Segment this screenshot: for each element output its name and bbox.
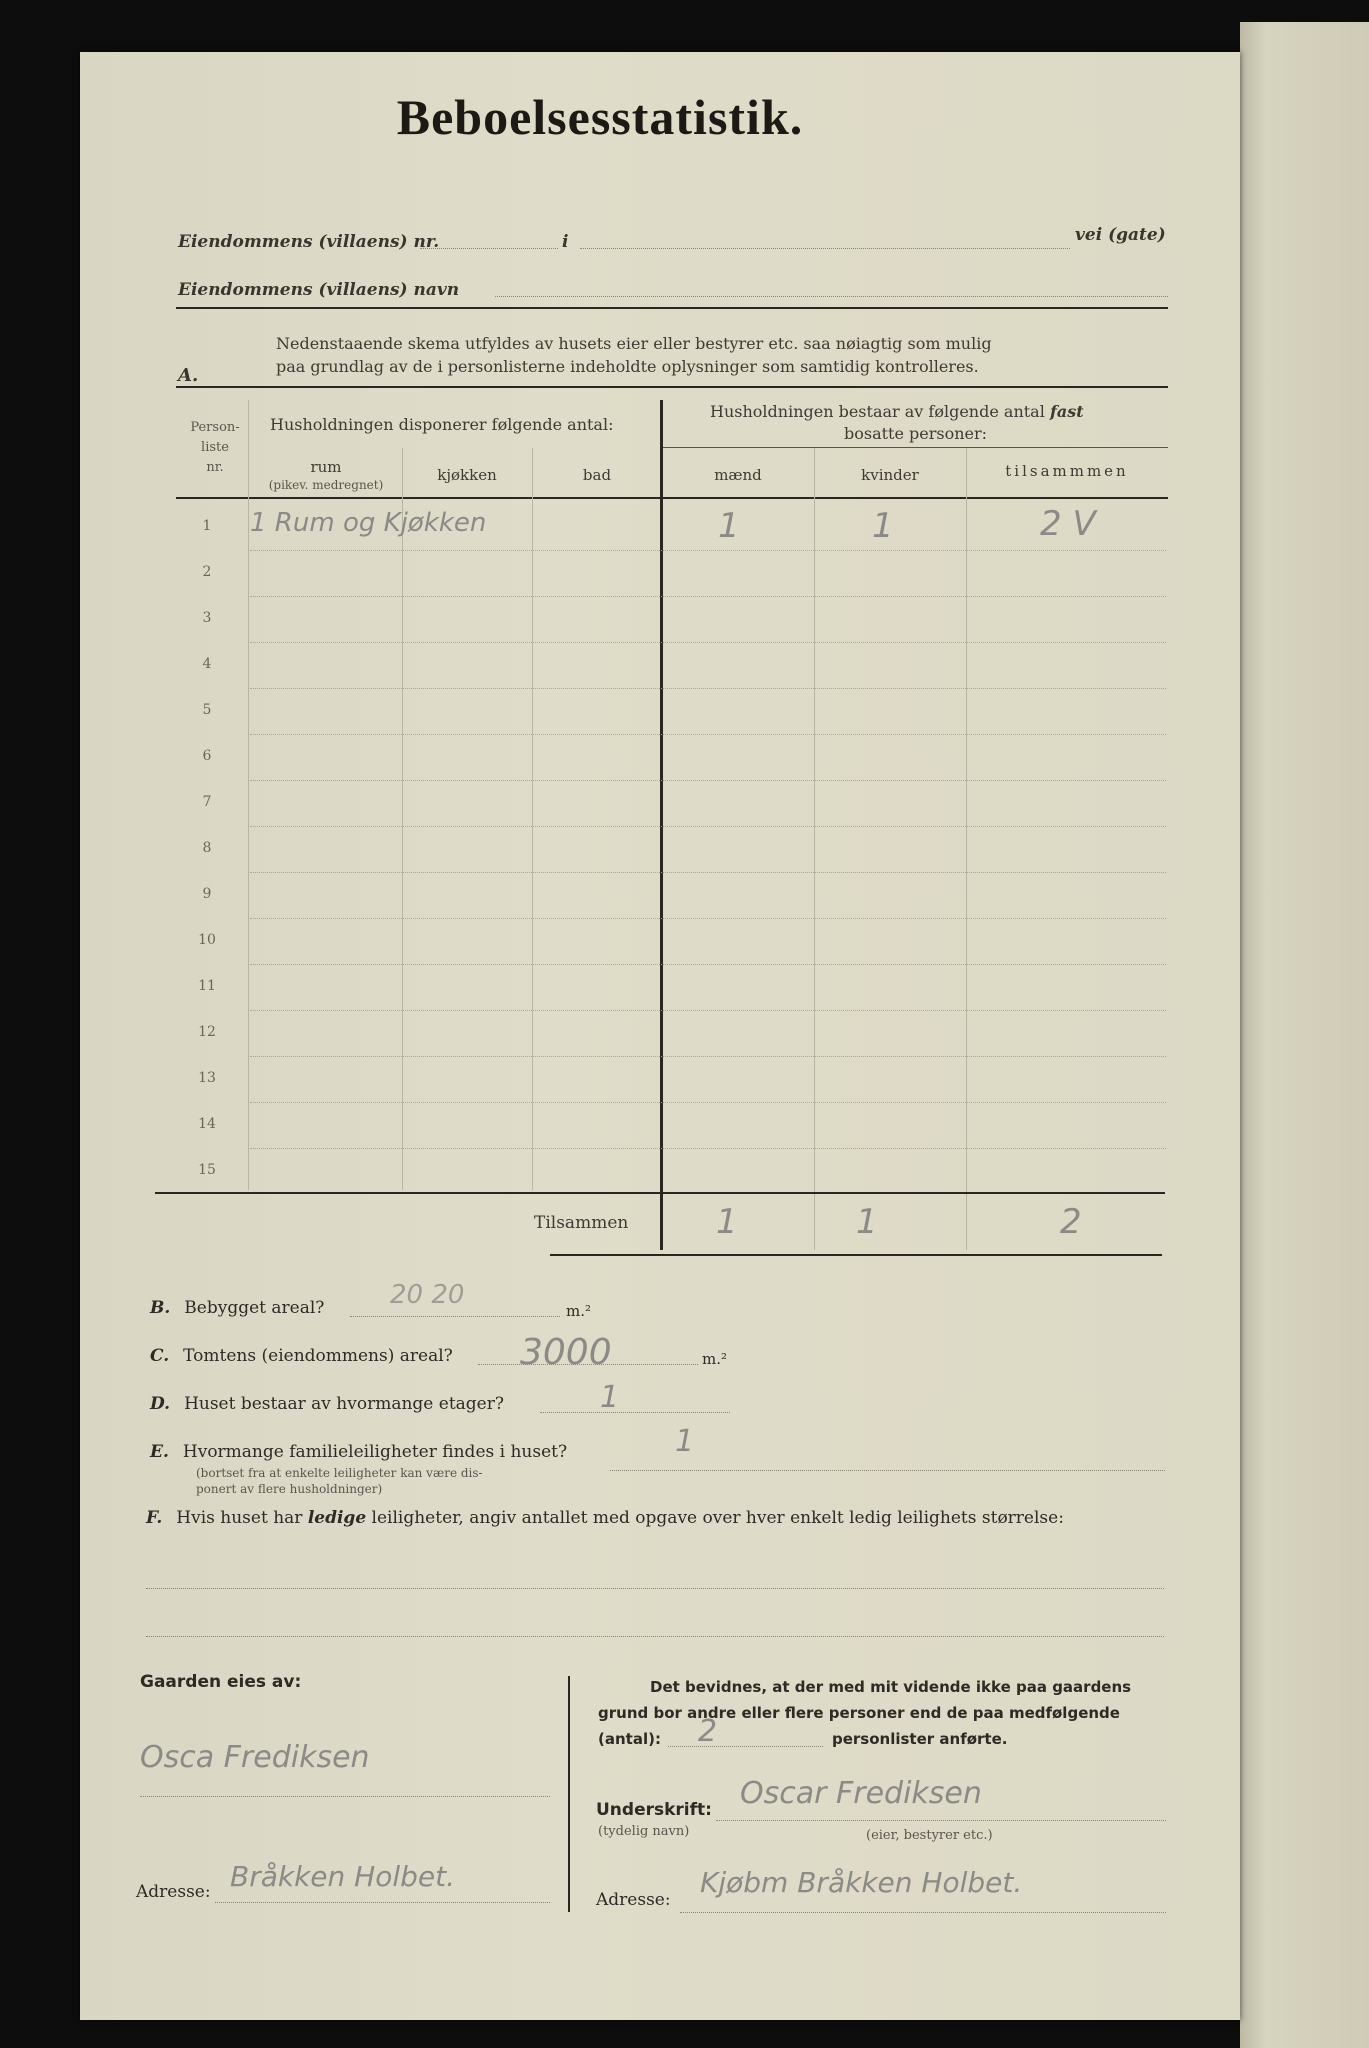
signer-address-line xyxy=(680,1912,1166,1913)
total-label: Tilsammen xyxy=(534,1213,629,1233)
signature-label: Underskrift: xyxy=(596,1800,712,1820)
question-d: D. Huset bestaar av hvormange etager? xyxy=(150,1394,504,1414)
cert-line-1: Det bevidnes, at der med mit vidende ikke paa gaardens xyxy=(650,1678,1132,1696)
row-number: 4 xyxy=(202,656,212,672)
cert-line-3: personlister anførte. xyxy=(832,1730,1008,1748)
row-line xyxy=(250,550,1166,551)
row1-maend-value: 1 xyxy=(718,506,740,546)
total-tilsammen-value: 2 xyxy=(1060,1202,1082,1242)
question-f-line-1 xyxy=(146,1588,1164,1589)
row-number: 6 xyxy=(202,748,212,764)
question-e: E. Hvormange familieleiligheter findes i huset? xyxy=(150,1442,568,1462)
street-line xyxy=(580,248,1070,249)
row-number: 2 xyxy=(202,564,212,580)
cert-line-2: grund bor andre eller flere personer end de paa medfølgende xyxy=(598,1704,1120,1722)
col-bad-header: bad xyxy=(582,466,612,484)
signer-address-label: Adresse: xyxy=(596,1890,671,1910)
table-bottom-rule xyxy=(155,1192,1165,1194)
row-line xyxy=(250,826,1166,827)
question-b: B. Bebygget areal? xyxy=(150,1298,325,1318)
question-c-unit: m.² xyxy=(702,1350,728,1368)
signature-role: (eier, bestyrer etc.) xyxy=(866,1828,993,1843)
col-tilsammen-header: tilsammmen xyxy=(1005,462,1129,480)
col-line-6 xyxy=(966,448,967,1250)
property-number-line xyxy=(420,248,558,249)
row-number: 8 xyxy=(202,840,212,856)
signature-sub: (tydelig navn) xyxy=(598,1824,690,1839)
row-number: 12 xyxy=(198,1024,216,1040)
row1-rum-value: 1 Rum og Kjøkken xyxy=(250,508,487,538)
household-rooms-header: Husholdningen disponerer følgende antal: xyxy=(270,415,614,434)
owner-address-label: Adresse: xyxy=(136,1882,211,1902)
signature-line xyxy=(716,1820,1166,1821)
main-divider xyxy=(660,400,663,1250)
row-line xyxy=(250,1010,1166,1011)
owner-address-line xyxy=(215,1902,550,1903)
total-maend-value: 1 xyxy=(716,1202,738,1242)
header-rule xyxy=(176,307,1168,309)
row-number: 10 xyxy=(198,932,216,948)
owner-label: Gaarden eies av: xyxy=(140,1672,302,1692)
household-persons-header: Husholdningen bestaar av følgende antal fast xyxy=(710,402,1084,421)
in-label: i xyxy=(562,232,569,252)
row-line xyxy=(250,1148,1166,1149)
col-line-5 xyxy=(814,448,815,1250)
page-title: Beboelsesstatistik. xyxy=(396,89,804,145)
instruction-line-2: paa grundlag av de i personlisterne indeholdte oplysninger som samtidig kontrolleres. xyxy=(276,357,979,376)
row-number: 9 xyxy=(202,886,212,902)
question-e-note-2: ponert av flere husholdninger) xyxy=(196,1482,383,1496)
col-kvinder-header: kvinder xyxy=(861,466,919,484)
table-header-rule xyxy=(176,497,1168,499)
question-f: F. Hvis huset har ledige leiligheter, angiv antallet med opgave over hver enkelt ledig leilighets størrelse: xyxy=(146,1508,1064,1528)
household-persons-header-2: bosatte personer: xyxy=(844,424,988,443)
row-number: 3 xyxy=(202,610,212,626)
total-bottom-rule xyxy=(550,1254,1162,1256)
col-rum-header: rum xyxy=(310,458,342,476)
signer-address-value: Kjøbm Bråkken Holbet. xyxy=(700,1866,1023,1899)
row-line xyxy=(250,780,1166,781)
row-line xyxy=(250,964,1166,965)
footer-divider xyxy=(568,1676,570,1912)
next-page-edge xyxy=(1240,22,1369,2048)
col-kjokken-header: kjøkken xyxy=(437,466,497,484)
row-number: 14 xyxy=(198,1116,216,1132)
question-c-value: 3000 xyxy=(520,1332,612,1373)
question-e-line xyxy=(610,1470,1165,1471)
row-line xyxy=(250,688,1166,689)
property-name-label: Eiendommens (villaens) navn xyxy=(178,280,460,300)
cert-antal-line xyxy=(668,1746,823,1747)
col-line-2 xyxy=(402,448,403,1190)
row-number: 15 xyxy=(198,1162,216,1178)
question-e-note-1: (bortset fra at enkelte leiligheter kan være dis- xyxy=(196,1466,483,1480)
col-rum-subheader: (pikev. medregnet) xyxy=(268,478,384,492)
owner-address-value: Bråkken Holbet. xyxy=(230,1860,456,1893)
row-line xyxy=(250,1102,1166,1103)
row-number: 13 xyxy=(198,1070,216,1086)
row-number: 1 xyxy=(202,518,212,534)
row-line xyxy=(250,918,1166,919)
row1-tilsammen-value: 2 V xyxy=(1040,504,1096,544)
question-b-line xyxy=(350,1316,560,1317)
total-kvinder-value: 1 xyxy=(856,1202,878,1242)
property-name-line xyxy=(495,296,1168,297)
group2-underline xyxy=(662,447,1168,448)
col-line-1 xyxy=(248,400,249,1190)
owner-value: Osca Frediksen xyxy=(140,1740,370,1775)
question-d-line xyxy=(540,1412,730,1413)
question-b-unit: m.² xyxy=(566,1302,592,1320)
row-line xyxy=(250,596,1166,597)
col-person-header: Person- liste nr. xyxy=(190,420,240,475)
section-a-letter: A. xyxy=(178,365,199,386)
row-line xyxy=(250,872,1166,873)
question-e-value: 1 xyxy=(675,1424,695,1459)
question-f-line-2 xyxy=(146,1636,1164,1637)
col-maend-header: mænd xyxy=(714,466,762,484)
property-number-label: Eiendommens (villaens) nr. xyxy=(178,232,440,252)
row-number: 7 xyxy=(202,794,212,810)
question-b-value: 20 20 xyxy=(390,1280,465,1310)
col-line-3 xyxy=(532,448,533,1190)
question-d-value: 1 xyxy=(600,1380,620,1415)
table-top-rule xyxy=(176,386,1168,388)
street-label: vei (gate) xyxy=(1075,225,1166,245)
instruction-line-1: Nedenstaaende skema utfyldes av husets eier eller bestyrer etc. saa nøiagtig som mulig xyxy=(276,334,992,353)
cert-antal-value: 2 xyxy=(698,1714,718,1749)
question-c: C. Tomtens (eiendommens) areal? xyxy=(150,1346,453,1366)
row-line xyxy=(250,642,1166,643)
row-number: 11 xyxy=(198,978,216,994)
row-line xyxy=(250,734,1166,735)
owner-line xyxy=(140,1796,550,1797)
cert-antal-label: (antal): xyxy=(598,1730,661,1748)
row1-kvinder-value: 1 xyxy=(872,506,894,546)
row-line xyxy=(250,1056,1166,1057)
signature-value: Oscar Frediksen xyxy=(740,1776,982,1811)
row-number: 5 xyxy=(202,702,212,718)
